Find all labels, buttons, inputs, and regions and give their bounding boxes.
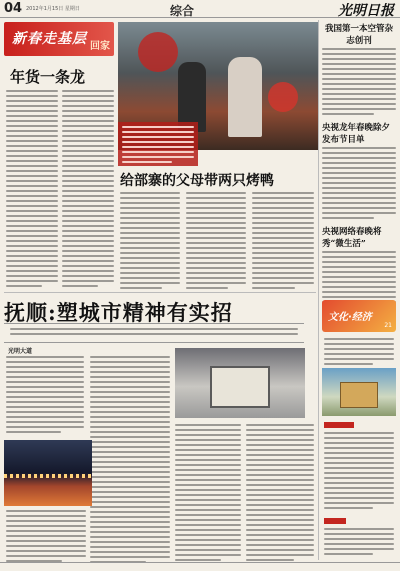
- issue-date: 2012年1月15日 星期日: [26, 6, 80, 12]
- culture-list: [324, 338, 394, 368]
- newspaper-logo: 光明日报: [338, 3, 394, 19]
- banner-subtitle: 回家: [90, 41, 110, 52]
- feature-body-col1b: [6, 510, 86, 565]
- sidebar: [322, 22, 396, 319]
- photo-caption-box: [118, 122, 198, 166]
- story2-headline: 给部寨的父母带两只烤鸭: [120, 173, 274, 189]
- culture-body-2: [324, 528, 394, 558]
- feature-body-col4: [246, 424, 314, 564]
- culture-title: 文化·经济: [328, 312, 372, 323]
- feature-label: 光明大道: [8, 348, 33, 355]
- culture-photo: [322, 368, 396, 416]
- sidebar-story-1: [322, 22, 396, 115]
- sidebar-story-2: [322, 121, 396, 219]
- night-street-photo: [4, 440, 92, 506]
- column-rule: [318, 20, 319, 560]
- section-title: 综合: [170, 4, 195, 18]
- sidebar-headline-1: 我国第一本空管杂志创刊: [324, 24, 393, 46]
- story2-body-col2: [186, 192, 246, 292]
- story1-body-col1: [6, 90, 58, 290]
- banner-title: 新春走基层: [12, 31, 87, 47]
- page-number: 04: [4, 1, 23, 16]
- section-rule: [4, 292, 316, 293]
- culture-body: [324, 432, 394, 512]
- feature-deck: [4, 323, 304, 343]
- story2-body-col1: [120, 192, 180, 292]
- feature-body-col2: [90, 356, 170, 566]
- culture-tag-2: [324, 518, 346, 524]
- story1-headline: 年货一条龙: [10, 68, 86, 86]
- story2-body-col3: [252, 192, 314, 292]
- monument-photo: [175, 348, 305, 418]
- feature-body-col1: [6, 356, 84, 436]
- masthead: [0, 0, 400, 18]
- sidebar-headline-2: 央视龙年春晚除夕发布节目单: [322, 123, 391, 145]
- story1-body-col2: [62, 90, 114, 290]
- feature-body-col3: [175, 424, 241, 564]
- culture-section-badge: [322, 300, 396, 332]
- sidebar-headline-3: 央视网络春晚将秀“微生活”: [322, 227, 382, 249]
- page-footer: [0, 562, 400, 571]
- culture-subtitle: 21: [384, 322, 392, 329]
- feature-headline: 抚顺:塑城市精神有实招: [4, 300, 233, 325]
- culture-tag: [324, 422, 354, 428]
- series-banner: [4, 22, 114, 56]
